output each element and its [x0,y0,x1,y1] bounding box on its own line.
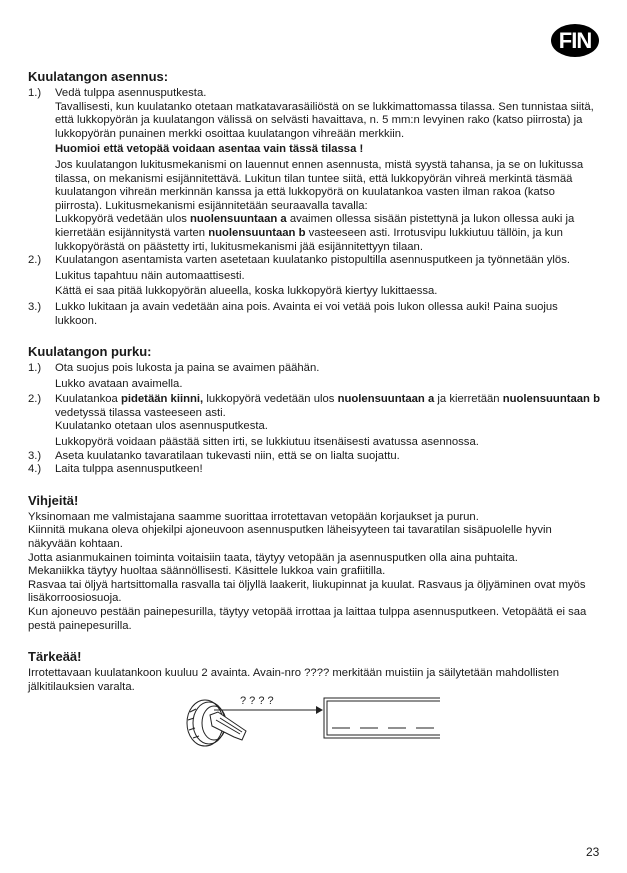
section-important [28,649,603,694]
item-text: Laita tulppa asennusputkeen! [55,463,203,476]
tip-text: Kiinnitä mukana oleva ohjekilpi ajoneuvoon asennusputken läheisyyteen tai tavaratilan sisäpuolelle hyvin näkyvään kohtaan. [28,524,552,551]
item-number: 1.) [28,87,42,99]
item-text: Tavallisesti, kun kuulatanko otetaan matkatavarasäiliöstä on se lukkimattomassa tilassa. Sen tunnistaa siitä, että lukkopyörän ja kuulatangon välissä on selvästi havaittava, n. 5 mm:n levyinen rako (katso piirrosta) ja lukkopyörän punainen merkki osoittaa kuulatangon vihreään merkkiin. [55,100,594,140]
section-title: Kuulatangon asennus: [28,69,169,84]
tip-text: Rasvaa tai öljyä hartsittomalla rasvalla tai öljyllä laakerit, liukupinnat ja kuulat. Rasvaus ja öljyäminen ovat myös lisäkorroosiosuoja. [28,578,586,605]
item-number: 1.) [28,362,42,375]
list-item [28,450,603,464]
item-text: Jos kuulatangon lukitusmekanismi on lauennut ennen asennusta, mistä syystä tahansa, ja se on lukitussa tilassa, on mekanismi esijännitettävä. Lukitun tilan tuntee siitä, että lukkopyörän vihreä merkintä täsmää kuulatangon vihreän merkinnän kanssa ja että lukkopyörä on kuulatankoa vasten ilman rakoa (katso piirrosta). Lukitusmekanismi esijännitetään seuraavalla tavalla: [55,158,584,212]
list-item [28,463,603,477]
key-number-label: ? ? ? ? [240,695,274,707]
list-item [28,362,603,391]
list-item [28,254,603,299]
key-number-figure [180,690,440,765]
tip-text: Mekaniikka täytyy huoltaa säännöllisesti. Käsittele lukkoa vain grafiitilla. [28,565,386,578]
item-number: 3.) [28,300,42,313]
list-item [28,301,603,328]
section-installation [28,69,603,328]
key-icon [210,712,246,740]
section-title: Tärkeää! [28,649,82,665]
item-text: Kuulatankoa pidetään kiinni, lukkopyörä vedetään ulos nuolensuuntaan a ja kierretään nuolensuuntaan b vedetyssä tilassa vasteeseen asti. [55,393,600,419]
item-number: 2.) [28,254,42,267]
key-number-box-outer [324,698,440,738]
list-item [28,87,603,254]
tip-text: Yksinomaan me valmistajana saamme suorittaa irrotettavan vetopään korjaukset ja purun. [28,510,479,523]
item-text: Kuulatanko otetaan ulos asennusputkesta. [55,420,268,433]
item-text: Lukko lukitaan ja avain vedetään aina pois. Avainta ei voi vetää pois lukon ollessa auki! Paina suojus lukkoon. [55,300,558,327]
item-text: Lukitus tapahtuu näin automaattisesti. [55,269,245,282]
page-number: 23 [586,845,600,859]
list-item [28,393,603,449]
item-text: Kättä ei saa pitää lukkopyörän alueella, koska lukkopyörä kiertyy lukittaessa. [55,285,438,298]
item-text: Ota suojus pois lukosta ja paina se avaimen päähän. [55,362,320,375]
section-title: Vihjeitä! [28,492,79,508]
tip-text: Kun ajoneuvo pestään painepesurilla, täytyy vetopää irrottaa ja laittaa tulppa asennusputkeen. Vetopäätä ei saa pestä painepesurilla. [28,606,587,632]
item-text: Vedä tulppa asennusputkesta. [55,87,207,99]
item-text: Lukko avataan avaimella. [55,377,183,390]
item-text: Lukkopyörä voidaan päästää sitten irti, se lukkiutuu itsenäisesti avatussa asennossa. [55,436,479,449]
document-content [28,69,603,707]
item-text-warning: Huomioi että vetopää voidaan asentaa vain tässä tilassa ! [55,143,364,156]
item-text: Aseta kuulatanko tavaratilaan tukevasti niin, että se on lialta suojattu. [55,449,400,462]
item-number: 3.) [28,449,42,462]
arrow-head [316,706,323,714]
item-text: Lukkopyörä vedetään ulos nuolensuuntaan a avaimen ollessa sisään pistettynä ja lukon ollessa auki ja kierretään esijännitystä varten nuolensuuntaan b vasteeseen asti. Irrotusvipu lukkiutuu tällöin, ja kun lukkopyörästä on päästetty irti, lukitusmekanismi jää esijännitettyyn tilaan. [55,213,575,253]
important-text: Irrotettavaan kuulatankoon kuuluu 2 avainta. Avain-nro ???? merkitään muistiin ja säilytetään mahdollisten jälkitilauksien varalta. [28,667,560,693]
section-removal [28,344,603,477]
section-title: Kuulatangon purku: [28,344,152,360]
item-number: 4.) [28,463,42,476]
section-tips [28,493,603,633]
key-number-box-inner [327,701,440,735]
item-text: Kuulatangon asentamista varten asetetaan kuulatanko pistopultilla asennusputkeen ja työnnetään ylös. [55,254,570,267]
lock-key-illustration [180,690,440,765]
tip-text: Jotta asianmukainen toiminta voitaisiin taata, täytyy vetopään ja asennusputken olla aina puhtaita. [28,551,518,564]
item-number: 2.) [28,393,42,406]
language-badge: FIN [551,24,599,57]
